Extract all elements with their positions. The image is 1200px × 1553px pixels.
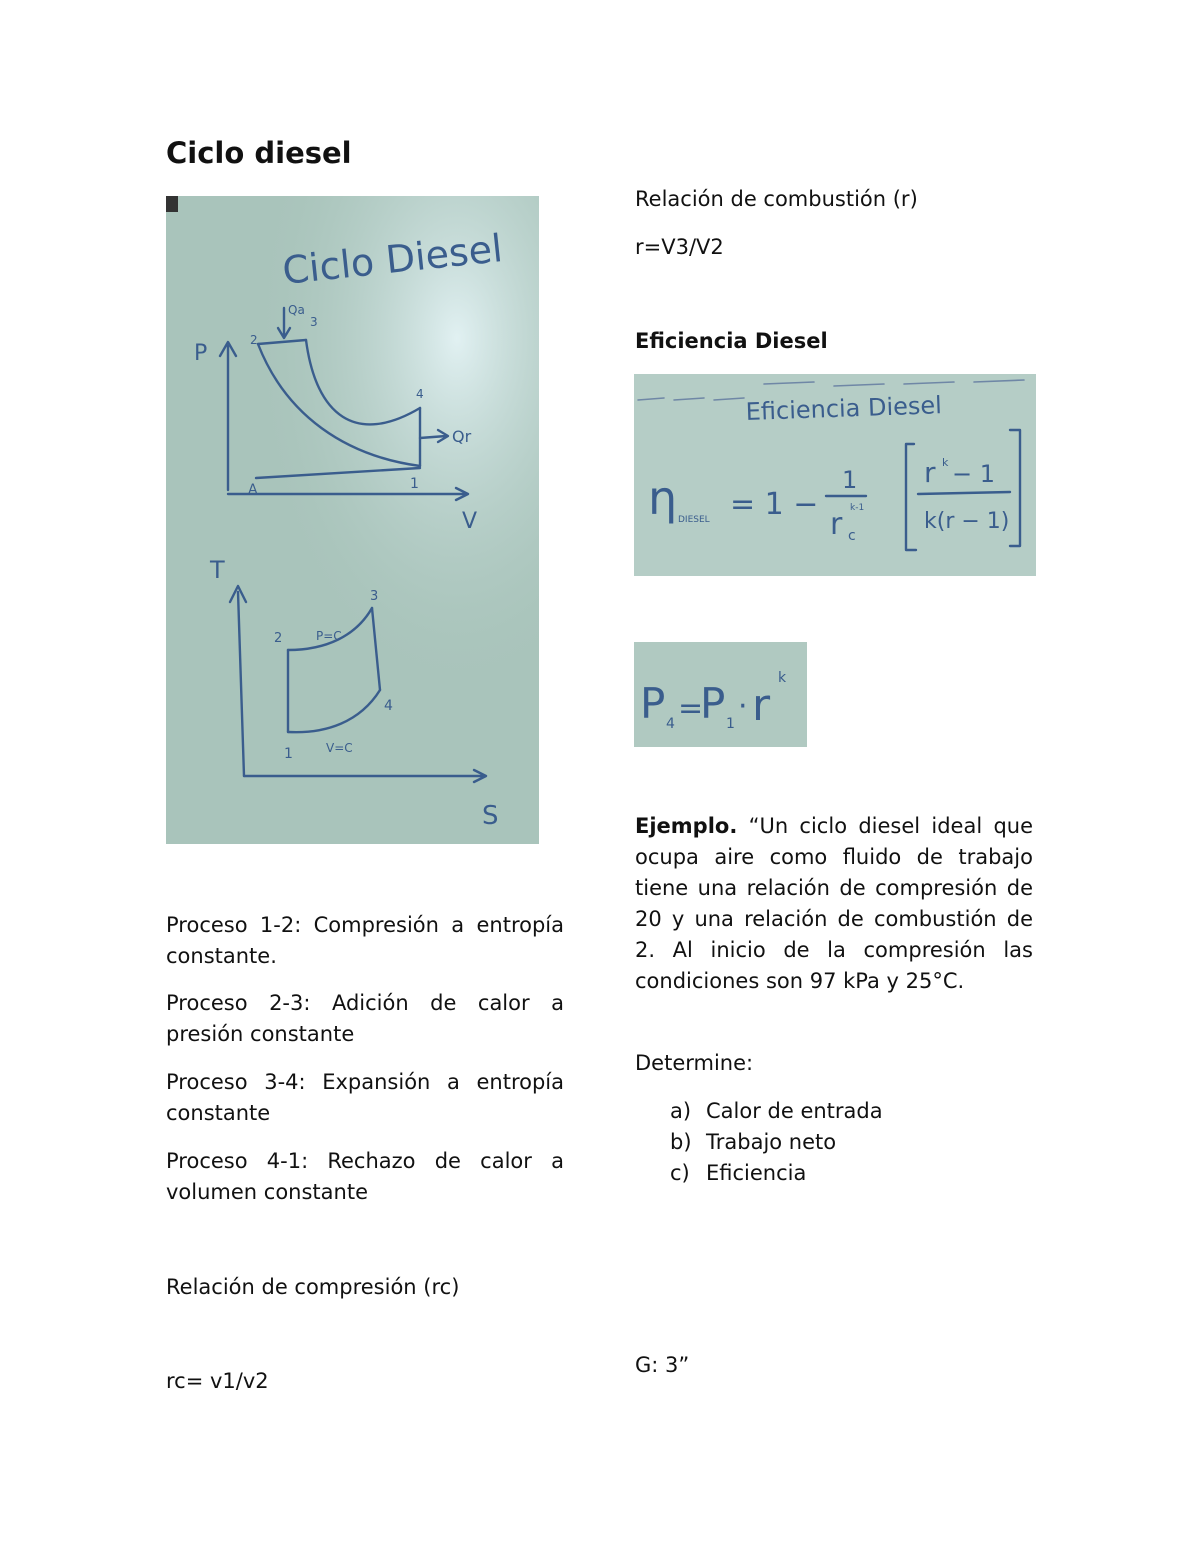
pv-point-4: 4 xyxy=(416,387,424,401)
v-axis-label: V xyxy=(462,509,478,534)
diesel-cycle-diagrams xyxy=(166,196,539,844)
example-paragraph xyxy=(635,811,1033,997)
efficiency-formula xyxy=(634,374,1036,576)
compression-ratio-label: Relación de compresión (rc) xyxy=(166,1275,460,1299)
efficiency-heading: Eficiencia Diesel xyxy=(635,329,828,353)
left-bracket xyxy=(906,444,916,550)
p4-dot: · xyxy=(738,689,748,724)
list-marker: c) xyxy=(670,1161,690,1185)
p4-formula xyxy=(634,642,807,747)
determine-label: Determine: xyxy=(635,1051,754,1075)
rc-symbol: r xyxy=(830,507,843,542)
list-item-text: Eficiencia xyxy=(706,1161,807,1185)
p4-formula-board-photo xyxy=(634,642,807,747)
question-list xyxy=(670,1096,883,1189)
p4-subscript: 4 xyxy=(666,716,675,732)
example-label: Ejemplo. xyxy=(635,814,738,838)
list-item-text: Trabajo neto xyxy=(706,1130,837,1154)
p4-p-symbol: P xyxy=(640,679,666,728)
p4-equals: = xyxy=(678,691,704,726)
p1-subscript: 1 xyxy=(726,716,735,732)
rc-subscript: c xyxy=(848,528,856,544)
example-text: “Un ciclo diesel ideal que ocupa aire como fluido de trabajo tiene una relación de compresión de 20 y una relación de combustión de 2. Al inicio de la compresión las condiciones son 97 kPa y 25°C. xyxy=(635,814,1033,993)
board-corner-mark xyxy=(166,196,178,212)
eta-subscript: DIESEL xyxy=(678,515,710,525)
list-item xyxy=(670,1127,883,1158)
compression-ratio-formula: rc= v1/v2 xyxy=(166,1369,269,1393)
process-1-2: Proceso 1-2: Compresión a entropía constante. xyxy=(166,913,564,968)
s-axis-label: S xyxy=(482,801,499,831)
qr-label: Qr xyxy=(452,427,472,446)
list-marker: b) xyxy=(670,1130,692,1154)
t-axis-label: T xyxy=(210,556,225,584)
p4-r-symbol: r xyxy=(752,680,771,731)
efficiency-board-photo xyxy=(634,374,1036,576)
answer-text: G: 3” xyxy=(635,1353,690,1377)
p-const-label: P=C xyxy=(316,629,342,643)
process-3-4: Proceso 3-4: Expansión a entropía constante xyxy=(166,1070,564,1125)
board-title: Ciclo Diesel xyxy=(280,226,505,293)
list-item-text: Calor de entrada xyxy=(706,1099,883,1123)
pv-point-a: A xyxy=(248,482,258,498)
numerator-exponent: k xyxy=(942,456,949,469)
efficiency-equals: = 1 − xyxy=(730,487,819,522)
pv-point-2: 2 xyxy=(250,333,258,347)
p4-exponent: k xyxy=(778,670,787,686)
v-const-label: V=C xyxy=(326,741,353,755)
bracket-fraction-bar xyxy=(918,492,1010,494)
eta-symbol: η xyxy=(648,471,678,525)
list-marker: a) xyxy=(670,1099,692,1123)
right-bracket xyxy=(1010,430,1020,546)
combustion-ratio-label: Relación de combustión (r) xyxy=(635,187,918,211)
denominator: k(r − 1) xyxy=(924,509,1010,534)
list-item xyxy=(670,1096,883,1127)
pv-point-3: 3 xyxy=(310,315,318,329)
qa-label: Qa xyxy=(288,303,305,317)
page-title: Ciclo diesel xyxy=(166,136,352,170)
numerator-tail: − 1 xyxy=(952,460,996,488)
efficiency-board-title: Eficiencia Diesel xyxy=(745,391,943,426)
diesel-cycle-board-photo xyxy=(166,196,539,844)
list-item xyxy=(670,1158,883,1189)
process-4-1: Proceso 4-1: Rechazo de calor a volumen constante xyxy=(166,1149,564,1204)
ts-point-4: 4 xyxy=(384,698,393,714)
ts-point-2: 2 xyxy=(274,631,283,646)
ts-point-3: 3 xyxy=(370,589,379,604)
process-2-3: Proceso 2-3: Adición de calor a presión constante xyxy=(166,991,564,1046)
rc-exponent: k-1 xyxy=(850,503,865,513)
p-axis-label: P xyxy=(194,341,208,366)
combustion-ratio-formula: r=V3/V2 xyxy=(635,235,724,259)
ts-point-1: 1 xyxy=(284,746,293,762)
fraction-one: 1 xyxy=(842,466,858,494)
numerator-r: r xyxy=(924,456,936,489)
pv-point-1: 1 xyxy=(410,476,419,492)
p1-p-symbol: P xyxy=(700,679,726,728)
